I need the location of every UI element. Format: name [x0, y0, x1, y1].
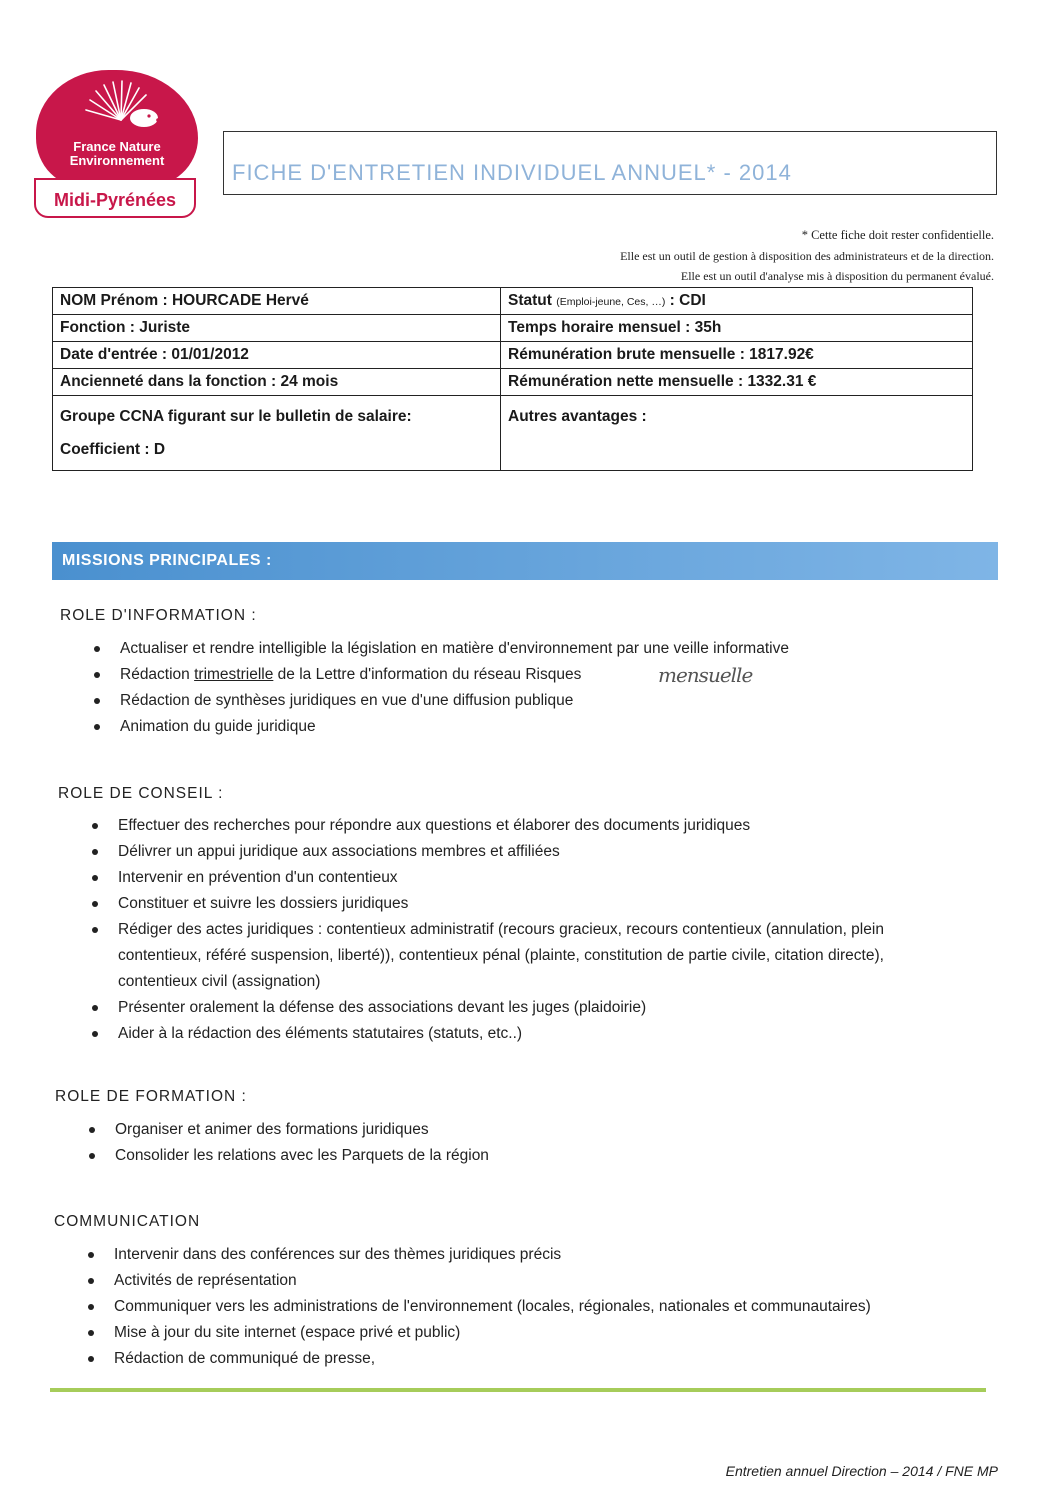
- anciennete-cell: Ancienneté dans la fonction : 24 mois: [53, 369, 501, 396]
- list-item: Communiquer vers les administrations de l'environnement (locales, régionales, nationales et communautaires): [54, 1294, 994, 1320]
- role-formation-title: ROLE DE FORMATION :: [55, 1088, 247, 1105]
- role-formation-list: [55, 1117, 975, 1169]
- hedgehog-icon: [76, 80, 166, 130]
- groupe-cell: [53, 396, 501, 471]
- list-item: Actualiser et rendre intelligible la législation en matière d'environnement par une veille informative: [60, 636, 980, 662]
- statut-hint: (Emploi-jeune, Ces, …): [556, 296, 666, 308]
- struck-word: trimestrielle: [194, 666, 274, 683]
- document-title: FICHE D'ENTRETIEN INDIVIDUEL ANNUEL* - 2014: [232, 160, 792, 185]
- note-analysis: Elle est un outil d'analyse mis à disposition du permanent évalué.: [680, 269, 994, 283]
- list-item: Présenter oralement la défense des associations devant les juges (plaidoirie): [58, 995, 958, 1021]
- footer-text: Entretien annuel Direction – 2014 / FNE MP: [725, 1463, 998, 1479]
- table-row: [53, 369, 973, 396]
- footer-divider: [50, 1388, 986, 1392]
- table-row: [53, 342, 973, 369]
- logo-region: Midi-Pyrénées: [34, 178, 196, 218]
- list-item: Intervenir dans des conférences sur des thèmes juridiques précis: [54, 1242, 994, 1268]
- list-item: Constituer et suivre les dossiers juridiques: [58, 891, 958, 917]
- list-item: Rédaction de synthèses juridiques en vue d'une diffusion publique: [60, 688, 980, 714]
- statut-cell: [501, 288, 973, 315]
- brute-cell: Rémunération brute mensuelle : 1817.92€: [501, 342, 973, 369]
- coefficient-label: Coefficient : D: [60, 441, 166, 458]
- list-item: Rédaction de communiqué de presse,: [54, 1346, 994, 1372]
- list-item: Effectuer des recherches pour répondre aux questions et élaborer des documents juridiques: [58, 813, 958, 839]
- list-item: Activités de représentation: [54, 1268, 994, 1294]
- groupe-label: Groupe CCNA figurant sur le bulletin de salaire:: [60, 408, 412, 425]
- statut-value: : CDI: [669, 292, 706, 309]
- avantages-cell: [501, 396, 973, 471]
- fonction-cell: Fonction : Juriste: [53, 315, 501, 342]
- role-conseil-title: ROLE DE CONSEIL :: [58, 785, 224, 802]
- logo-text-line2: Environnement: [69, 153, 165, 168]
- nette-cell: Rémunération nette mensuelle : 1332.31 €: [501, 369, 973, 396]
- statut-label: Statut: [508, 292, 552, 309]
- list-item: Mise à jour du site internet (espace privé et public): [54, 1320, 994, 1346]
- list-item: Animation du guide juridique: [60, 714, 980, 740]
- handwritten-correction: mensuelle: [658, 663, 753, 687]
- table-row: [53, 315, 973, 342]
- date-entree-cell: Date d'entrée : 01/01/2012: [53, 342, 501, 369]
- avantages-label: Autres avantages :: [508, 408, 647, 425]
- list-item: Aider à la rédaction des éléments statutaires (statuts, etc..): [58, 1021, 958, 1047]
- role-information-title: ROLE D'INFORMATION :: [60, 607, 257, 624]
- list-item: Organiser et animer des formations juridiques: [55, 1117, 975, 1143]
- name-cell: NOM Prénom : HOURCADE Hervé: [53, 288, 501, 315]
- temps-cell: Temps horaire mensuel : 35h: [501, 315, 973, 342]
- list-item: Rédiger des actes juridiques : contentieux administratif (recours gracieux, recours contentieux (annulation, plein contentieux, référé suspension, liberté)), contentieux pénal (plainte, constitution de partie civile, citation directe), contentieux civil (assignation): [58, 917, 958, 995]
- role-conseil-list: [58, 813, 958, 1047]
- list-item: Intervenir en prévention d'un contentieux: [58, 865, 958, 891]
- fne-logo: [28, 70, 203, 220]
- table-row: [53, 396, 973, 471]
- table-row: [53, 288, 973, 315]
- note-management: Elle est un outil de gestion à disposition des administrateurs et de la direction.: [620, 249, 994, 263]
- communication-list: [54, 1242, 994, 1372]
- list-item: Consolider les relations avec les Parquets de la région: [55, 1143, 975, 1169]
- list-item: Rédaction trimestrielle de la Lettre d'information du réseau Risques mensuelle: [60, 662, 980, 688]
- missions-section-header: MISSIONS PRINCIPALES :: [52, 542, 998, 580]
- logo-text-line1: France Nature: [73, 139, 161, 154]
- title-box: [223, 131, 997, 195]
- confidential-note: * Cette fiche doit rester confidentielle.: [801, 228, 994, 242]
- list-item: Délivrer un appui juridique aux associations membres et affiliées: [58, 839, 958, 865]
- communication-title: COMMUNICATION: [54, 1213, 201, 1230]
- employee-info-table: [52, 287, 973, 471]
- role-information-list: [60, 636, 980, 740]
